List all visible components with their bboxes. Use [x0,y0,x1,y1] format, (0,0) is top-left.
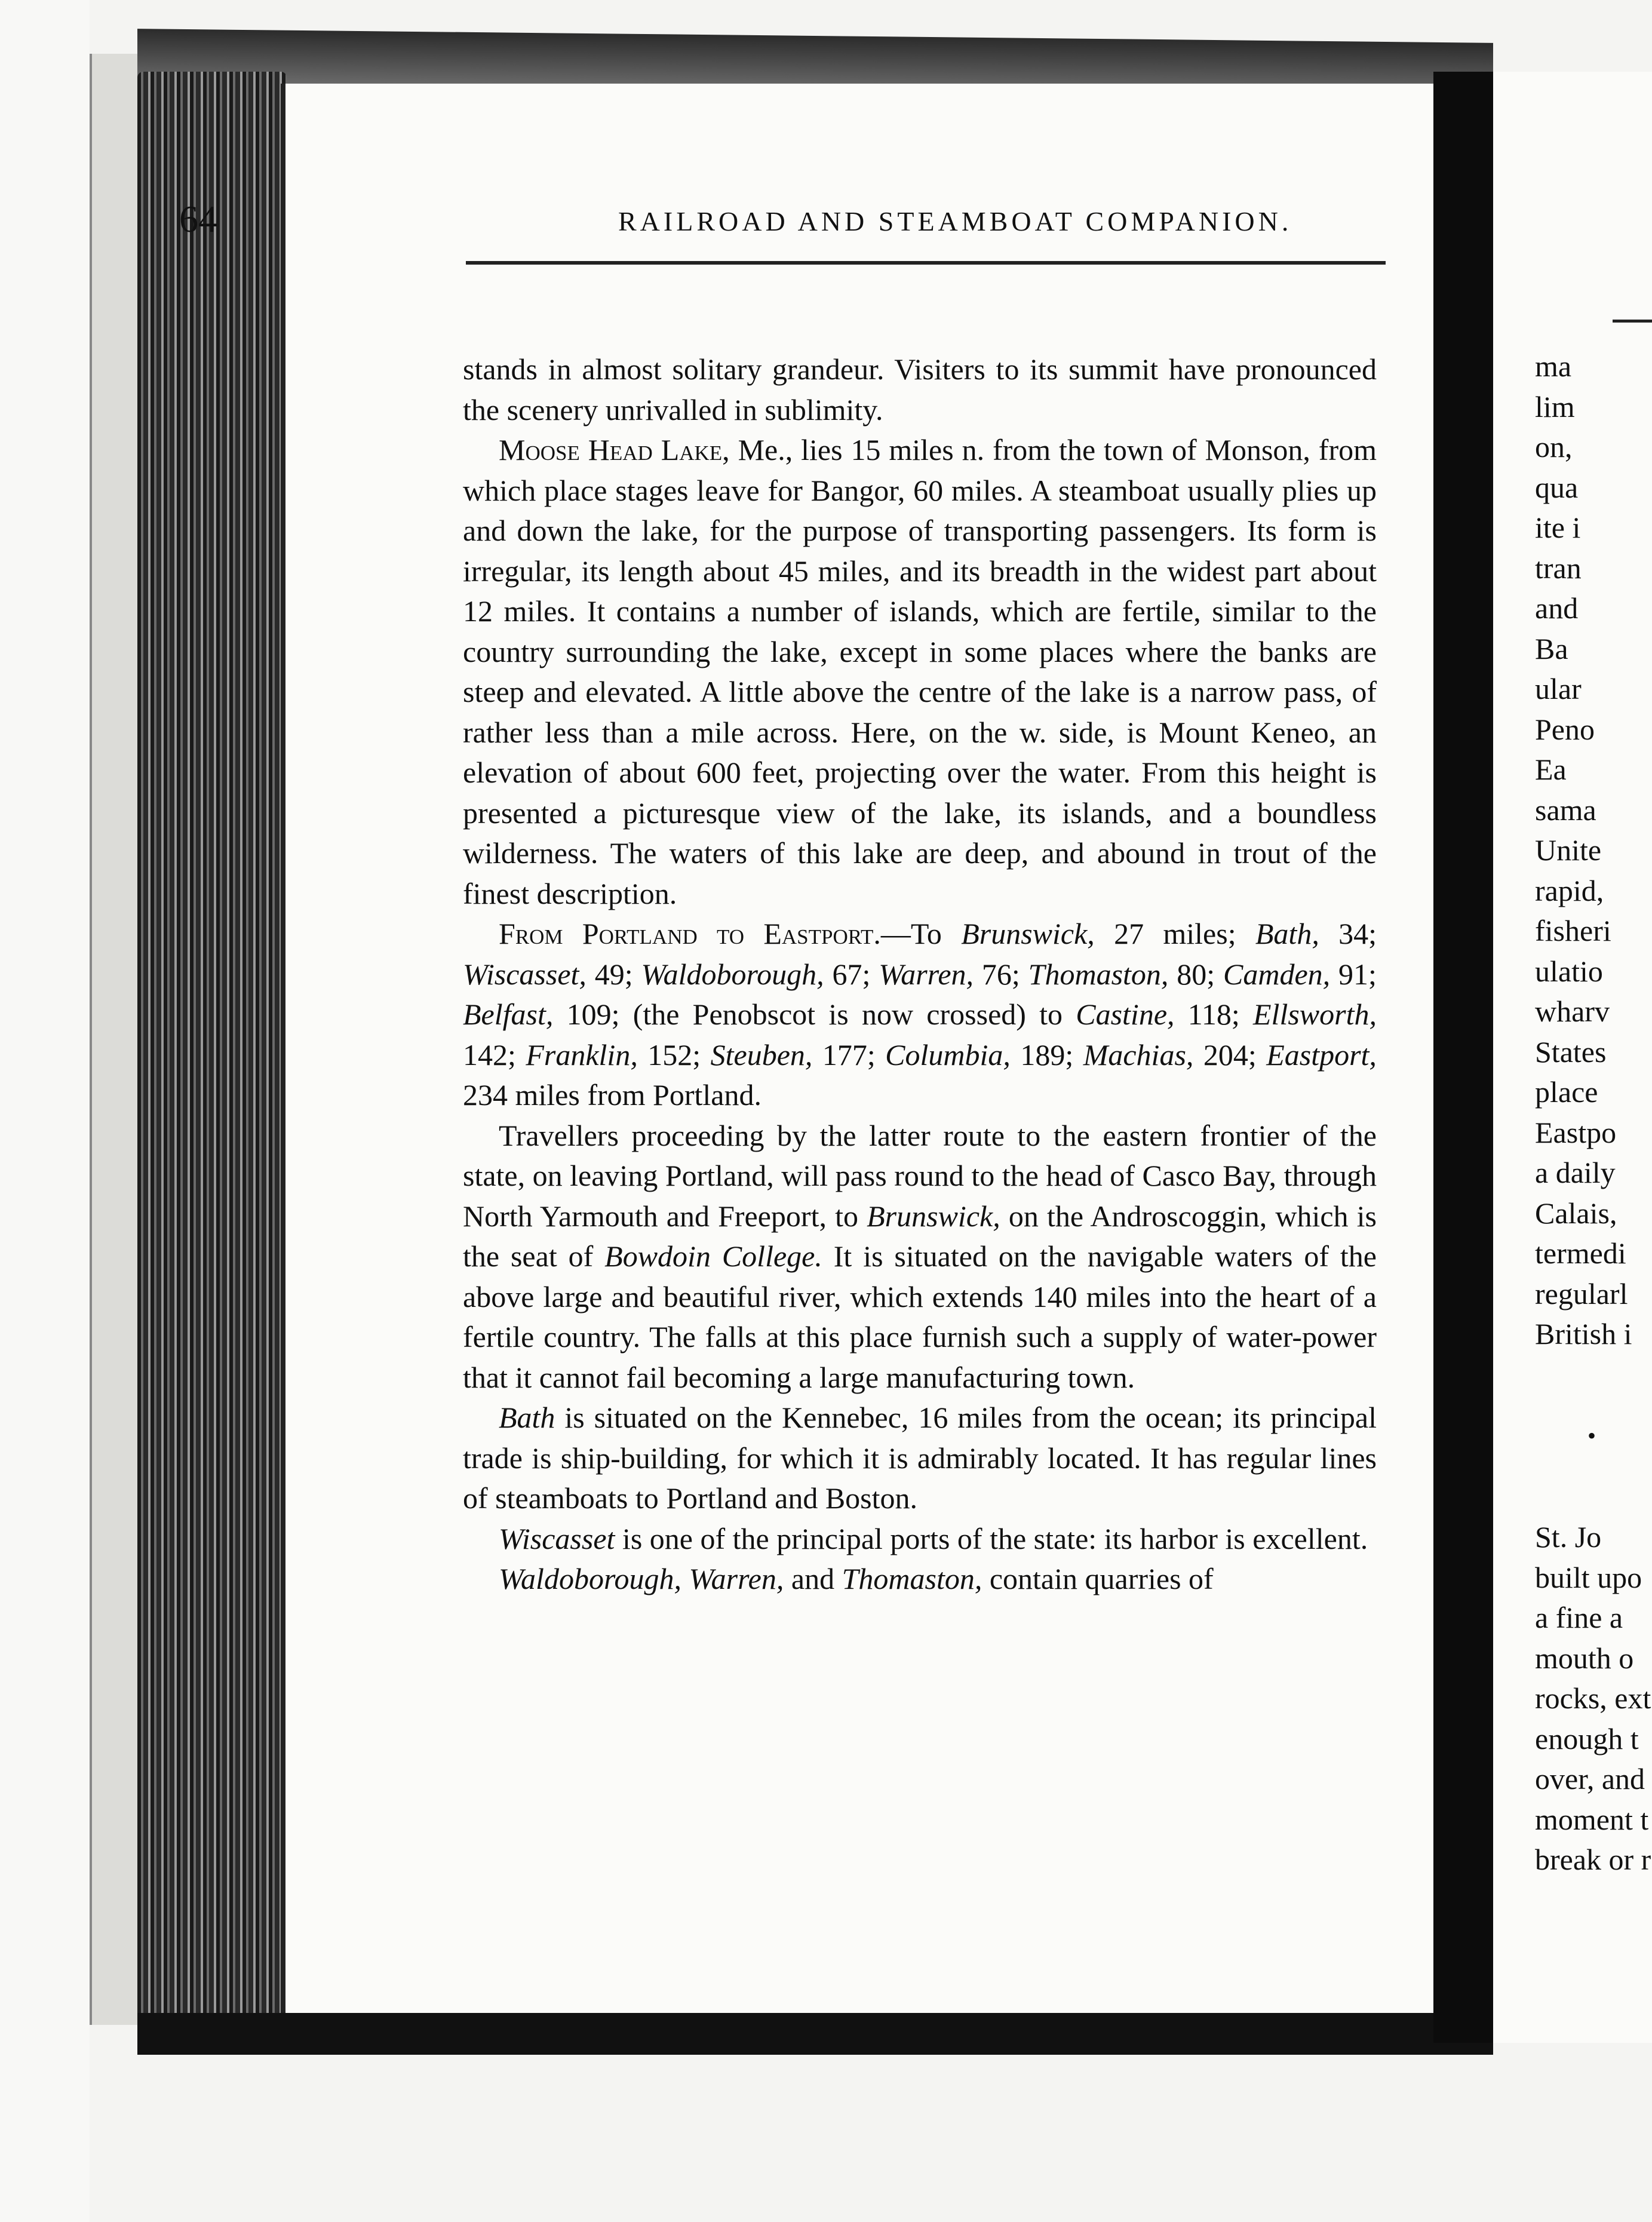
right-page-line: British i [1535,1317,1632,1351]
place-name: Wiscasset [499,1521,615,1555]
right-page-line: Ba [1535,631,1568,665]
text-run: contain quarries of [982,1562,1214,1595]
right-page-line: St. Jo [1535,1520,1602,1554]
right-page-line: fisheri [1535,914,1611,947]
paragraph [463,1398,1377,1519]
paragraph [463,1519,1377,1560]
text-run: 80; [1168,957,1224,991]
scan-margin [0,0,90,2222]
text-run: is situated on the Kennebec, 16 miles from the ocean; its principal trade is ship-building, for which it is admirably located. It has regular lines of steamboats to Portland and Boston. [463,1401,1377,1515]
text-run: 34; [1319,917,1377,950]
paragraph [463,1559,1377,1600]
place-name: Machias, [1083,1038,1194,1072]
right-page-line: States [1535,1035,1607,1069]
right-page-line: Peno [1535,712,1595,746]
text-run: 118; [1174,998,1254,1031]
place-name: Bath [499,1401,555,1434]
place-name: Castine, [1076,998,1175,1031]
text-run: 177; [812,1038,886,1072]
place-name: Belfast, [463,998,554,1031]
place-name: Ellsworth, [1253,998,1377,1031]
place-name: Warren, [879,957,974,991]
paragraph [463,914,1377,1116]
right-page-text-top [1535,346,1652,1355]
place-name: Franklin, [526,1038,638,1072]
text-run: 91; [1330,957,1377,991]
text-run: and [784,1562,842,1595]
section-heading: Moose Head Lake, [499,433,730,467]
text-run: 49; [586,957,641,991]
right-page-line: sama [1535,793,1596,827]
right-page-line: and [1535,591,1579,625]
ornament-bullet: • [1587,1422,1596,1449]
text-run: 152; [637,1038,711,1072]
right-page-line: rocks, ext [1535,1681,1651,1715]
place-name: Eastport, [1266,1038,1377,1072]
paragraph [463,430,1377,914]
right-page-line: regularl [1535,1276,1628,1311]
right-page-line: place [1535,1075,1598,1109]
page-number: 64 [179,198,217,240]
right-page-line: tran [1535,551,1582,585]
place-name: Camden, [1223,957,1331,991]
right-page-line: on, [1535,430,1573,464]
text-run: It is situated on the navigable waters of the above large and beautiful river, which extends 140 miles into the heart of a fertile country. The falls at this place furnish such a supply of water-power that it cannot fail becoming a large manufacturing town. [463,1239,1377,1394]
header-rule [466,261,1386,265]
text-run: is one of the principal ports of the state: its harbor is excellent. [615,1521,1368,1555]
right-page-line: over, and [1535,1762,1645,1796]
right-page-line: enough t [1535,1721,1639,1755]
text-run: 109; (the Penobscot is now crossed) to [553,998,1076,1031]
place-name: Waldoborough, Warren, [499,1562,784,1595]
right-page-line: built upo [1535,1560,1642,1594]
text-run: 27 miles; [1094,917,1255,950]
text-run: on the Androscoggin, which is the seat of [463,1199,1377,1273]
right-page-header-rule [1613,320,1652,323]
paragraph [463,349,1377,430]
right-page-line: moment t [1535,1802,1649,1836]
right-page-line: a daily [1535,1156,1616,1189]
right-page-line: a fine a [1535,1601,1623,1634]
bottom-page-edge [137,2013,1493,2055]
paragraph-text: stands in almost solitary grandeur. Visiters to its summit have pronounced the scenery unrivalled in sublimity. [463,352,1377,426]
place-name: Bath, [1255,917,1319,950]
place-name: Steuben, [710,1038,813,1072]
right-page-line: Ea [1535,753,1567,786]
place-name: Brunswick, [961,917,1095,950]
page-body [463,349,1377,1600]
text-run: 67; [824,957,879,991]
right-page-line: ular [1535,672,1582,705]
right-page-line: termedi [1535,1236,1626,1270]
place-name: Waldoborough, [641,957,824,991]
right-page-line: lim [1535,389,1575,423]
institution-name: Bowdoin College. [604,1239,822,1273]
right-page-line: Calais, [1535,1196,1617,1230]
right-page-text-bottom [1535,1517,1652,1880]
place-name: Thomaston, [1028,957,1169,991]
place-name: Columbia, [885,1038,1011,1072]
right-page-line: ma [1535,349,1572,383]
text-run: —To [880,917,962,950]
right-page-line: Unite [1535,833,1602,867]
right-page-line: rapid, [1535,873,1604,907]
right-page-line: qua [1535,470,1579,504]
right-page-line: ulatio [1535,954,1603,988]
page-block-edge [137,72,287,2019]
right-page-line: ite i [1535,511,1581,544]
right-page-line: break or r [1535,1843,1651,1876]
right-page-line: wharv [1535,995,1610,1028]
right-page-line: mouth o [1535,1641,1634,1675]
paragraph [463,1116,1377,1398]
book-gutter [1433,72,1499,2043]
text-run: 189; [1010,1038,1083,1072]
place-name: Brunswick, [867,1199,1000,1233]
right-page-line: Eastpo [1535,1115,1617,1149]
text-run: 76; [974,957,1028,991]
place-name: Wiscasset, [463,957,587,991]
running-title: RAILROAD AND STEAMBOAT COMPANION. [618,206,1292,237]
text-run: Travellers proceeding by the latter route to the eastern frontier of the state, on leaving Portland, will pass round to the head of Casco Bay, through North Yarmouth and Freeport, to [463,1118,1377,1233]
text-run: 204; [1193,1038,1267,1072]
paragraph-text: Me., lies 15 miles n. from the town of Monson, from which place stages leave for Bangor, 60 miles. A steamboat usually plies up and down the lake, for the purpose of transporting passengers. Its form is irregular, its length about 45 miles, and its breadth in the widest part about 12 miles. It contains a number of islands, which are fertile, similar to the country surrounding the lake, except in some places where the banks are steep and elevated. A little above the centre of the lake is a narrow pass, of rather less than a mile across. Here, on the w. side, is Mount Keneo, an elevation of about 600 feet, projecting over the water. From this height is presented a picturesque view of the lake, its islands, and a boundless wilderness. The waters of this lake are deep, and abound in trout of the finest description. [463,433,1377,910]
place-name: Thomaston, [842,1562,982,1595]
text-run: 234 miles from Portland. [463,1078,761,1112]
section-heading: From Portland to Eastport. [499,917,881,950]
text-run: 142; [463,1038,526,1072]
